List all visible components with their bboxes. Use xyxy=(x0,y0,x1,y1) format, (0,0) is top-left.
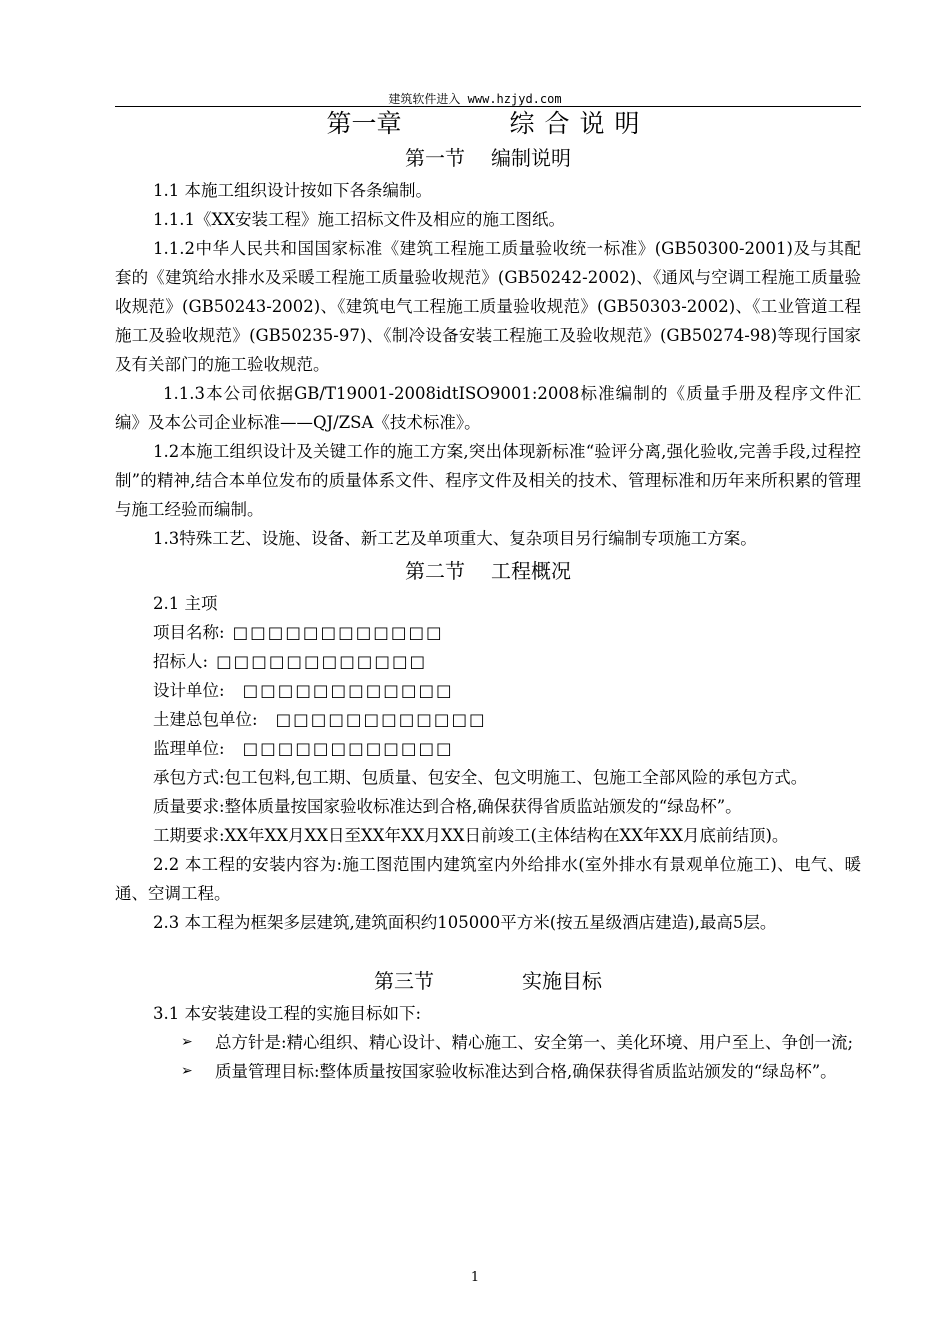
section-name: 工程概况 xyxy=(491,559,571,583)
section-name: 编制说明 xyxy=(491,146,571,170)
paragraph-2-3: 2.3 本工程为框架多层建筑,建筑面积约105000平方米(按五星级酒店建造),最高5层。 xyxy=(153,913,777,932)
paragraph-1-1: 1.1 本施工组织设计按如下各条编制。 xyxy=(153,181,432,200)
list-item-text: 质量管理目标:整体质量按国家验收标准达到合格,确保获得省质监站颁发的“绿岛杯”。 xyxy=(215,1062,837,1081)
field-label: 监理单位: xyxy=(153,739,225,758)
paragraph-1-2: 1.2本施工组织设计及关键工作的施工方案,突出体现新标准“验评分离,强化验收,完善手段,过程控制”的精神,结合本单位发布的质量体系文件、程序文件及相关的技术、管理标准和历年来所积累的管理与施工经验而编制。 xyxy=(115,442,861,519)
paragraph-schedule-requirement: 工期要求:XX年XX月XX日至XX年XX月XX日前竣工(主体结构在XX年XX月底前结顶)。 xyxy=(153,826,789,845)
paragraph-quality-requirement: 质量要求:整体质量按国家验收标准达到合格,确保获得省质监站颁发的“绿岛杯”。 xyxy=(153,797,742,816)
list-item xyxy=(115,1028,861,1057)
field-project-name xyxy=(115,618,861,647)
list-item xyxy=(115,1057,861,1086)
chapter-number: 第一章 xyxy=(326,109,402,138)
section-heading-3 xyxy=(115,963,861,999)
page-number: 1 xyxy=(470,1270,480,1285)
paragraph-contract-mode: 承包方式:包工包料,包工期、包质量、包安全、包文明施工、包施工全部风险的承包方式。 xyxy=(153,768,808,787)
paragraph-1-1-2: 1.1.2中华人民共和国国家标准《建筑工程施工质量验收统一标准》(GB50300-2001)及与其配套的《建筑给水排水及采暖工程施工质量验收规范》(GB50242-2002)、《通风与空调工程施工质量验收规范》(GB50243-2002)、《建筑电气工程施工质量验收规范》(GB50303-2002)、《工业管道工程施工及验收规范》(GB50235-97)、《制冷设备安装工程施工及验收规范》(GB50274-98)等现行国家及有关部门的施工验收规范。 xyxy=(115,239,861,374)
field-label: 设计单位: xyxy=(153,681,225,700)
chapter-title xyxy=(115,108,861,140)
section-heading-1 xyxy=(115,140,861,176)
field-label: 项目名称: xyxy=(153,623,225,642)
section-heading-2 xyxy=(115,553,861,589)
field-value: □□□□□□□□□□□□ xyxy=(242,739,454,758)
field-supervision-unit xyxy=(115,734,861,763)
field-general-contractor xyxy=(115,705,861,734)
field-design-unit xyxy=(115,676,861,705)
list-item-text: 总方针是:精心组织、精心设计、精心施工、安全第一、美化环境、用户至上、争创一流; xyxy=(215,1033,854,1052)
section-number: 第三节 xyxy=(374,969,434,993)
document-body xyxy=(115,106,861,1086)
paragraph-2-1: 2.1 主项 xyxy=(153,594,218,613)
paragraph-3-1: 3.1 本安装建设工程的实施目标如下: xyxy=(153,1004,422,1023)
field-label: 招标人: xyxy=(153,652,209,671)
paragraph-1-1-3: 1.1.3本公司依据GB/T19001-2008idtISO9001:2008标准编制的《质量手册及程序文件汇编》及本公司企业标准——QJ/ZSA《技术标准》。 xyxy=(115,384,861,432)
section-number: 第一节 xyxy=(405,146,465,170)
field-value: □□□□□□□□□□□□ xyxy=(232,623,444,642)
field-value: □□□□□□□□□□□□ xyxy=(275,710,487,729)
field-value: □□□□□□□□□□□□ xyxy=(216,652,428,671)
section-number: 第二节 xyxy=(405,559,465,583)
field-value: □□□□□□□□□□□□ xyxy=(242,681,454,700)
chapter-name: 综合说明 xyxy=(509,109,650,138)
arrowhead-bullet-icon: ➢ xyxy=(181,1034,193,1050)
field-label: 土建总包单位: xyxy=(153,710,258,729)
field-tenderer xyxy=(115,647,861,676)
arrowhead-bullet-icon: ➢ xyxy=(181,1063,193,1079)
section-name: 实施目标 xyxy=(522,969,602,993)
paragraph-2-2: 2.2 本工程的安装内容为:施工图范围内建筑室内外给排水(室外排水有景观单位施工)、电气、暖通、空调工程。 xyxy=(115,855,861,903)
paragraph-1-1-1: 1.1.1《XX安装工程》施工招标文件及相应的施工图纸。 xyxy=(153,210,565,229)
page-header: 建筑软件进入 www.hzjyd.com xyxy=(388,92,562,106)
paragraph-1-3: 1.3特殊工艺、设施、设备、新工艺及单项重大、复杂项目另行编制专项施工方案。 xyxy=(153,529,757,548)
